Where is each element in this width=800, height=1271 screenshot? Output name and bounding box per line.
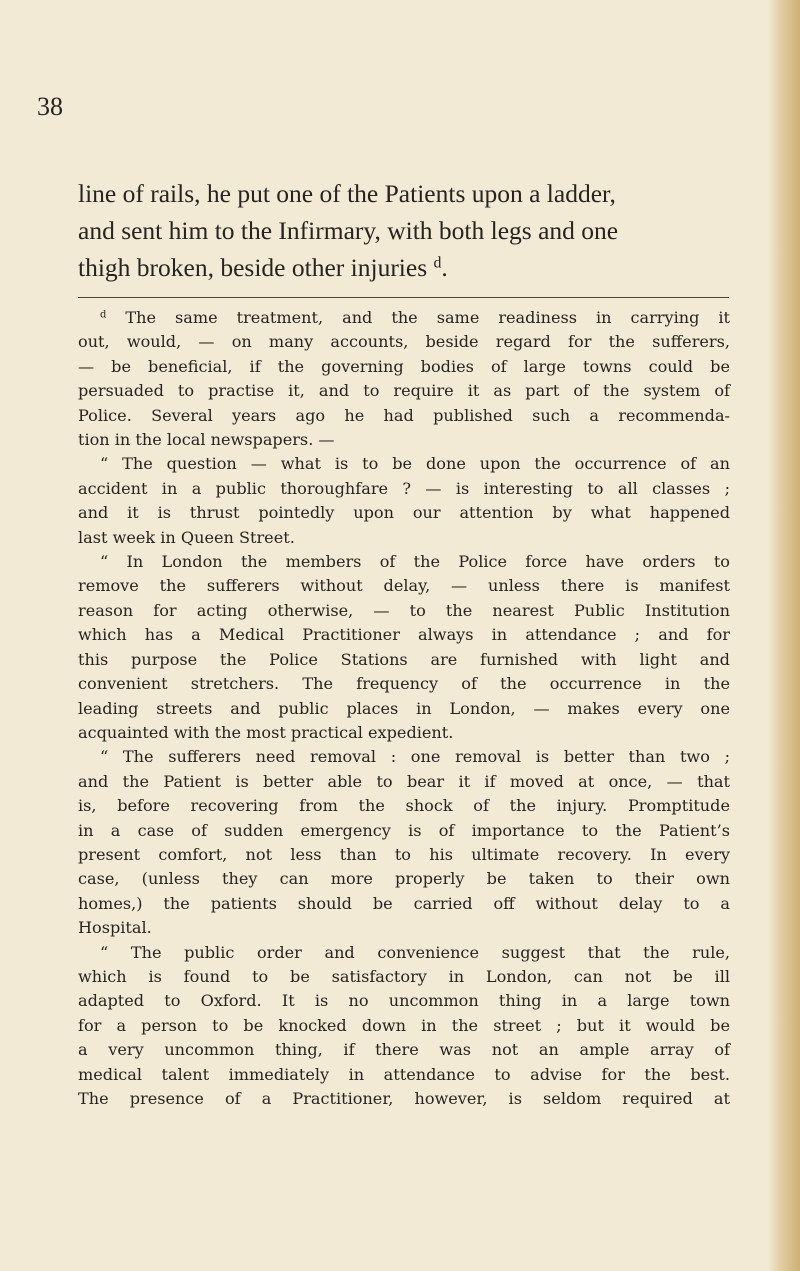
footnote-line: acquainted with the most practical expedient. <box>78 722 454 742</box>
footnote-line: Hospital. <box>78 918 152 938</box>
footnote-line: — be beneficial, if the governing bodies of large towns could be <box>78 356 730 376</box>
footnote-reference: d <box>433 254 442 272</box>
page-number: 38 <box>37 92 63 121</box>
footnote <box>78 306 730 1111</box>
footnote-line: reason for acting otherwise, — to the nearest Public Institution <box>78 600 730 620</box>
footnote-marker: d <box>100 309 107 321</box>
footnote-line: which has a Medical Practitioner always in attendance ; and for <box>78 625 730 645</box>
footnote-line: accident in a public thoroughfare ? — is interesting to all classes ; <box>78 478 730 498</box>
footnote-line: The presence of a Practitioner, however, is seldom required at <box>78 1089 730 1108</box>
footnote-line: “ The question — what is to be done upon the occurrence of an <box>100 454 730 474</box>
footnote-line: and the Patient is better able to bear it if moved at once, — that <box>78 771 730 791</box>
footnote-line: medical talent immediately in attendance to advise for the best. <box>78 1064 730 1084</box>
footnote-line: remove the sufferers without delay, — unless there is manifest <box>78 576 730 596</box>
footnote-line: case, (unless they can more properly be taken to their own <box>78 869 730 889</box>
body-text <box>78 175 728 286</box>
footnote-line: present comfort, not less than to his ultimate recovery. In every <box>78 844 730 864</box>
footnote-divider <box>78 297 729 298</box>
footnote-line: “ In London the members of the Police force have orders to <box>100 552 730 572</box>
footnote-line-text: The same treatment, and the same readiness in carrying it <box>125 308 730 327</box>
footnote-line: and it is thrust pointedly upon our attention by what happened <box>78 503 730 523</box>
footnote-line: for a person to be knocked down in the street ; but it would be <box>78 1015 730 1035</box>
footnote-line: tion in the local newspapers. — <box>78 430 335 450</box>
footnote-line: persuaded to practise it, and to require it as part of the system of <box>78 381 730 401</box>
body-end-punctuation: . <box>441 253 448 282</box>
body-line-last <box>78 249 728 286</box>
body-line: and sent him to the Infirmary, with both legs and one <box>78 216 619 245</box>
body-line: line of rails, he put one of the Patients upon a ladder, <box>78 179 616 208</box>
footnote-line: leading streets and public places in London, — makes every one <box>78 698 730 718</box>
footnote-line: adapted to Oxford. It is no uncommon thing in a large town <box>78 991 730 1011</box>
footnote-line <box>78 306 730 330</box>
footnote-line: a very uncommon thing, if there was not an ample array of <box>78 1040 730 1060</box>
footnote-line: is, before recovering from the shock of the injury. Promptitude <box>78 796 730 816</box>
footnote-line: out, would, — on many accounts, beside regard for the sufferers, <box>78 332 730 352</box>
footnote-line: “ The public order and convenience suggest that the rule, <box>100 942 730 962</box>
footnote-line: in a case of sudden emergency is of importance to the Patient’s <box>78 820 730 840</box>
footnote-line: which is found to be satisfactory in London, can not be ill <box>78 966 730 986</box>
footnote-line: homes,) the patients should be carried off without delay to a <box>78 893 730 913</box>
page-edge-shadow <box>768 0 800 1271</box>
footnote-line: Police. Several years ago he had published such a recommenda- <box>78 405 730 425</box>
footnote-line: convenient stretchers. The frequency of the occurrence in the <box>78 674 730 694</box>
footnote-line: last week in Queen Street. <box>78 527 295 547</box>
body-line-text: thigh broken, beside other injuries <box>78 253 428 282</box>
footnote-line: this purpose the Police Stations are furnished with light and <box>78 649 730 669</box>
footnote-line: “ The sufferers need removal : one removal is better than two ; <box>100 747 730 767</box>
